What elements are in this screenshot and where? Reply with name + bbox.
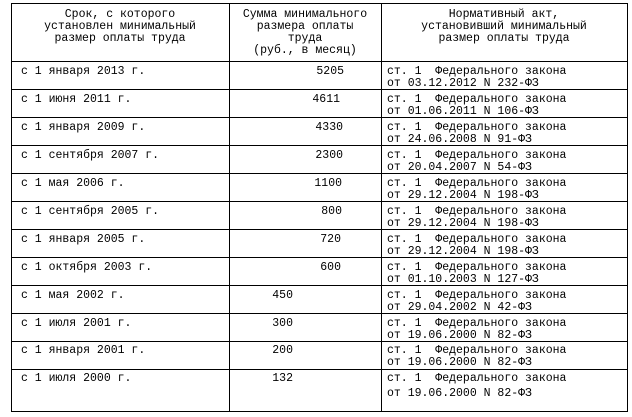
row-date: с 1 июля 2000 г. xyxy=(21,372,132,385)
row-act-line2: от 03.12.2012 N 232-ФЗ xyxy=(387,77,539,90)
table-top-border xyxy=(11,3,628,4)
row-act-line2: от 24.06.2008 N 91-ФЗ xyxy=(387,133,532,146)
row-amount: 132 xyxy=(272,372,293,385)
row-date: с 1 января 2013 г. xyxy=(21,65,146,78)
table-bottom-border xyxy=(11,411,628,412)
row-act-line1: ст. 1 Федерального закона xyxy=(387,65,567,78)
row-divider xyxy=(11,173,628,174)
row-date: с 1 мая 2002 г. xyxy=(21,289,125,302)
row-divider xyxy=(11,369,628,370)
row-act-line1: ст. 1 Федерального закона xyxy=(387,149,567,162)
row-act-line1: ст. 1 Федерального закона xyxy=(387,344,567,357)
row-amount: 5205 xyxy=(316,65,344,78)
row-amount: 300 xyxy=(272,317,293,330)
row-act-line2: от 01.06.2011 N 106-ФЗ xyxy=(387,105,539,118)
header-amount: Сумма минимального размера оплаты труда (руб., в месяц) xyxy=(242,8,368,57)
row-amount: 800 xyxy=(321,205,342,218)
row-act-line1: ст. 1 Федерального закона xyxy=(387,289,567,302)
row-date: с 1 июня 2011 г. xyxy=(21,93,132,106)
row-act-line2: от 29.12.2004 N 198-ФЗ xyxy=(387,189,539,202)
row-date: с 1 мая 2006 г. xyxy=(21,177,125,190)
row-act-line2: от 19.06.2000 N 82-ФЗ xyxy=(387,356,532,369)
row-date: с 1 января 2001 г. xyxy=(21,344,146,357)
row-act-line2: от 19.06.2000 N 82-ФЗ xyxy=(387,329,532,342)
header-bottom-border xyxy=(11,61,628,62)
row-act-line1: ст. 1 Федерального закона xyxy=(387,205,567,218)
row-divider xyxy=(11,313,628,314)
row-act-line1: ст. 1 Федерального закона xyxy=(387,317,567,330)
row-act-line1: ст. 1 Федерального закона xyxy=(387,372,567,385)
row-act-line2: от 29.12.2004 N 198-ФЗ xyxy=(387,217,539,230)
row-act-line2: от 01.10.2003 N 127-ФЗ xyxy=(387,273,539,286)
row-date: с 1 января 2009 г. xyxy=(21,121,146,134)
header-act: Нормативный акт, установивший минимальный размер оплаты труда xyxy=(421,8,587,45)
row-divider xyxy=(11,145,628,146)
table-left-border xyxy=(11,3,12,412)
row-date: с 1 октября 2003 г. xyxy=(21,261,153,274)
row-act-line2: от 19.06.2000 N 82-ФЗ xyxy=(387,387,532,400)
row-date: с 1 июля 2001 г. xyxy=(21,317,132,330)
header-date: Срок, с которого установлен минимальный размер оплаты труда xyxy=(44,8,196,45)
column-divider xyxy=(381,3,382,412)
row-act-line1: ст. 1 Федерального закона xyxy=(387,261,567,274)
row-act-line1: ст. 1 Федерального закона xyxy=(387,93,567,106)
row-amount: 720 xyxy=(320,233,341,246)
row-amount: 450 xyxy=(272,289,293,302)
row-date: с 1 сентября 2007 г. xyxy=(21,149,160,162)
row-amount: 4330 xyxy=(315,121,343,134)
row-act-line1: ст. 1 Федерального закона xyxy=(387,233,567,246)
row-act-line1: ст. 1 Федерального закона xyxy=(387,177,567,190)
row-amount: 1100 xyxy=(314,177,342,190)
row-amount: 200 xyxy=(272,344,293,357)
row-date: с 1 января 2005 г. xyxy=(21,233,146,246)
row-amount: 2300 xyxy=(315,149,343,162)
row-act-line1: ст. 1 Федерального закона xyxy=(387,121,567,134)
row-act-line2: от 29.12.2004 N 198-ФЗ xyxy=(387,245,539,258)
row-act-line2: от 20.04.2007 N 54-ФЗ xyxy=(387,161,532,174)
row-date: с 1 сентября 2005 г. xyxy=(21,205,160,218)
row-divider xyxy=(11,341,628,342)
table-right-border xyxy=(627,3,628,412)
row-amount: 600 xyxy=(320,261,341,274)
row-amount: 4611 xyxy=(312,93,340,106)
row-act-line2: от 29.04.2002 N 42-ФЗ xyxy=(387,301,532,314)
